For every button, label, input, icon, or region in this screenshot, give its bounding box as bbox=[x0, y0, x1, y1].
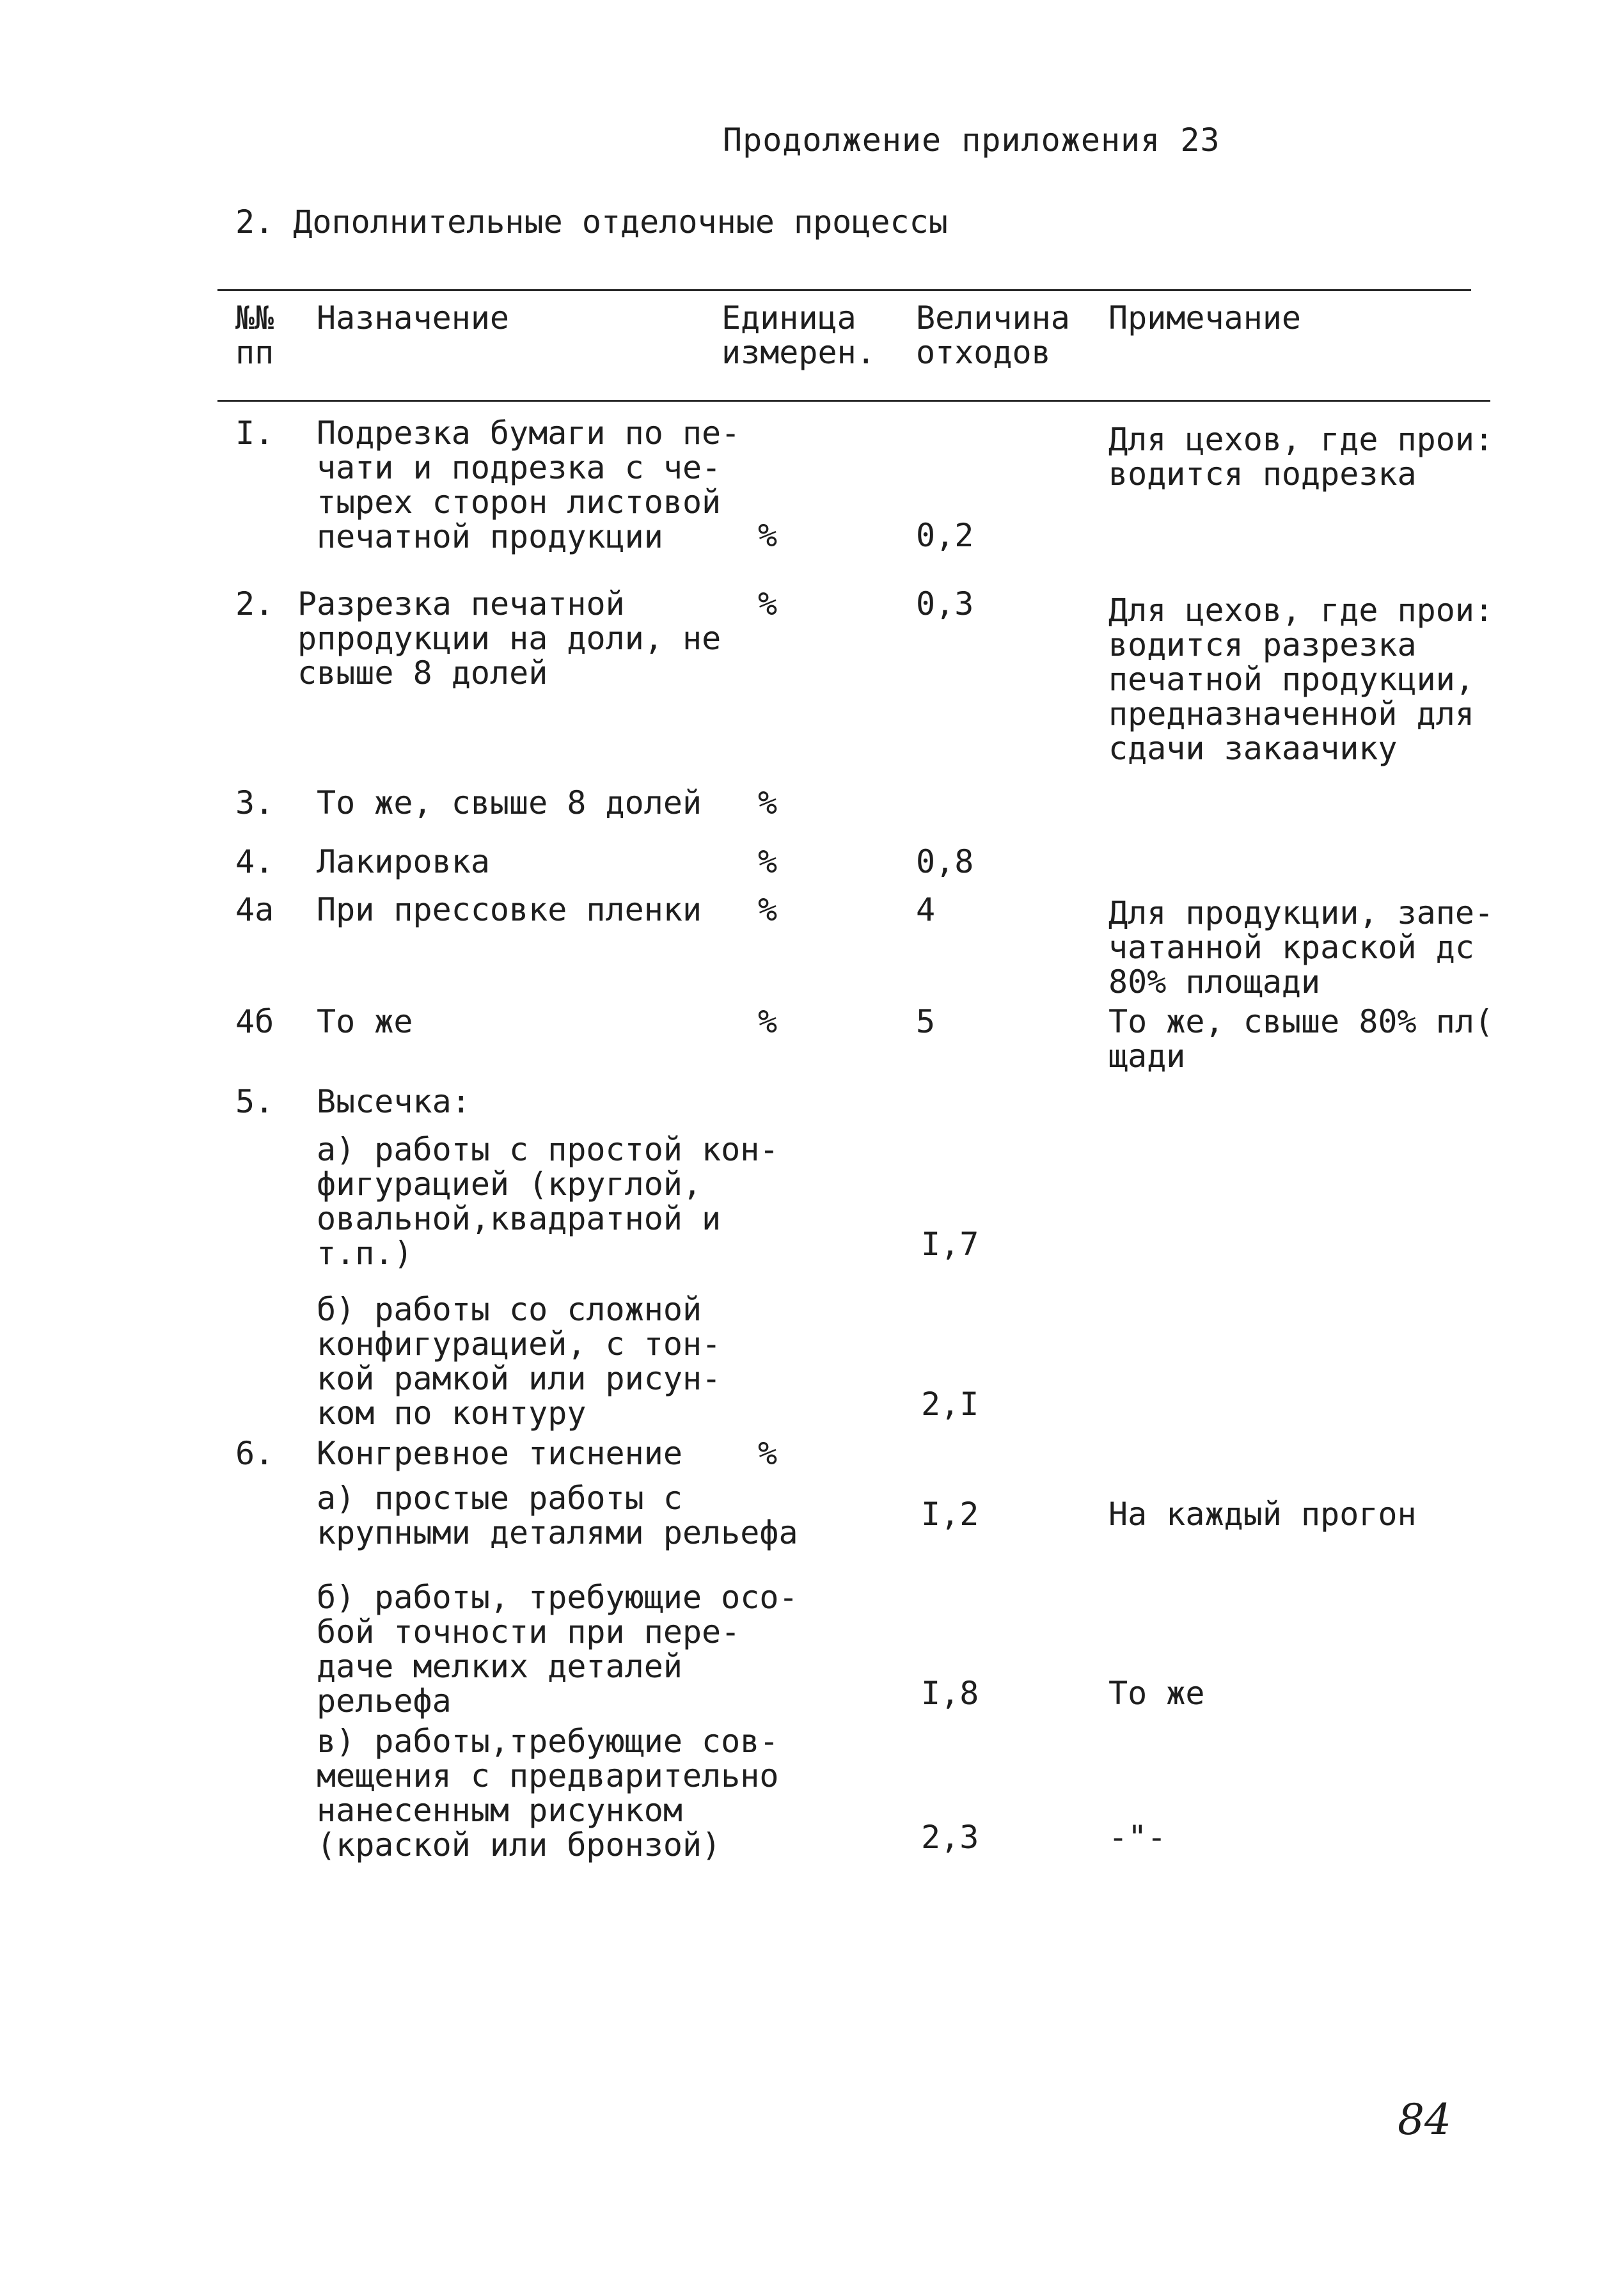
row-value: 2,3 bbox=[921, 1819, 979, 1856]
row-note: То же, свыше 80% пл( щади bbox=[1108, 1003, 1494, 1075]
row-unit: % bbox=[758, 1003, 778, 1040]
row-num: 2. bbox=[235, 585, 274, 622]
row-note: То же bbox=[1108, 1675, 1205, 1712]
row-name: Разрезка печатной рпродукции на доли, не свыше 8 долей bbox=[297, 585, 721, 692]
row-name: Конгревное тиснение bbox=[317, 1435, 682, 1472]
continuation-header: Продолжение приложения 23 bbox=[723, 122, 1220, 159]
row-value: I,2 bbox=[921, 1496, 979, 1533]
row-note: -"- bbox=[1108, 1819, 1167, 1856]
row-name: При прессовке пленки bbox=[317, 891, 702, 928]
row-note: Для цехов, где прои: водится подрезка bbox=[1108, 421, 1494, 493]
row-value: 4 bbox=[916, 891, 936, 928]
row-unit: % bbox=[758, 1435, 778, 1472]
row-value: 0,3 bbox=[916, 585, 974, 622]
row-value: I,7 bbox=[921, 1226, 979, 1263]
row-num: 4б bbox=[235, 1003, 274, 1040]
row-name: в) работы,требующие сов- мещения с предварительно нанесенным рисунком (краской или бронзой) bbox=[317, 1723, 779, 1863]
row-value: 5 bbox=[916, 1003, 936, 1040]
row-unit: % bbox=[758, 784, 778, 821]
row-name: б) работы, требующие осо- бой точности при пере- даче мелких деталей рельефа bbox=[317, 1579, 798, 1720]
page-number: 84 bbox=[1398, 2095, 1451, 2144]
row-name: Лакировка bbox=[317, 843, 490, 880]
row-unit: % bbox=[758, 891, 778, 928]
table-header-rule bbox=[217, 400, 1490, 402]
row-name: То же, свыше 8 долей bbox=[317, 784, 702, 821]
row-note: Для продукции, запе- чатанной краской дс 80% площади bbox=[1108, 894, 1494, 1001]
row-note: Для цехов, где прои: водится разрезка печатной продукции, предназначенной для сдачи закаачику bbox=[1108, 592, 1494, 767]
section-title: 2. Дополнительные отделочные процессы bbox=[235, 203, 948, 241]
row-note: На каждый прогон bbox=[1108, 1496, 1417, 1533]
row-unit: % bbox=[758, 585, 778, 622]
row-num: 4а bbox=[235, 891, 274, 928]
table-top-rule bbox=[217, 289, 1471, 291]
row-num: 3. bbox=[235, 784, 274, 821]
row-name: а) работы с простой кон- фигурацией (круглой, овальной,квадратной и т.п.) bbox=[317, 1131, 779, 1272]
row-unit: % bbox=[758, 517, 778, 554]
row-value: 2,I bbox=[921, 1386, 979, 1423]
row-num: I. bbox=[235, 415, 274, 452]
row-num: 4. bbox=[235, 843, 274, 880]
row-unit: % bbox=[758, 843, 778, 880]
row-name: То же bbox=[317, 1003, 413, 1040]
column-header-name: Назначение bbox=[317, 299, 510, 336]
row-name: б) работы со сложной конфигурацией, с тон- кой рамкой или рисун- ком по контуру bbox=[317, 1291, 721, 1432]
row-value: I,8 bbox=[921, 1675, 979, 1712]
column-header-num: №№ пп bbox=[235, 299, 274, 371]
row-num: 5. bbox=[235, 1083, 274, 1120]
row-num: 6. bbox=[235, 1435, 274, 1472]
row-name: а) простые работы с крупными деталями рельефа bbox=[317, 1480, 798, 1551]
row-name: Подрезка бумаги по пе- чати и подрезка с че- тырех сторон листовой печатной продукции bbox=[317, 415, 741, 555]
row-name: Высечка: bbox=[317, 1083, 471, 1120]
column-header-note: Примечание bbox=[1108, 299, 1302, 336]
row-value: 0,2 bbox=[916, 517, 974, 554]
row-value: 0,8 bbox=[916, 843, 974, 880]
column-header-value: Величина отходов bbox=[916, 299, 1070, 371]
column-header-unit: Единица измерен. bbox=[721, 299, 876, 371]
